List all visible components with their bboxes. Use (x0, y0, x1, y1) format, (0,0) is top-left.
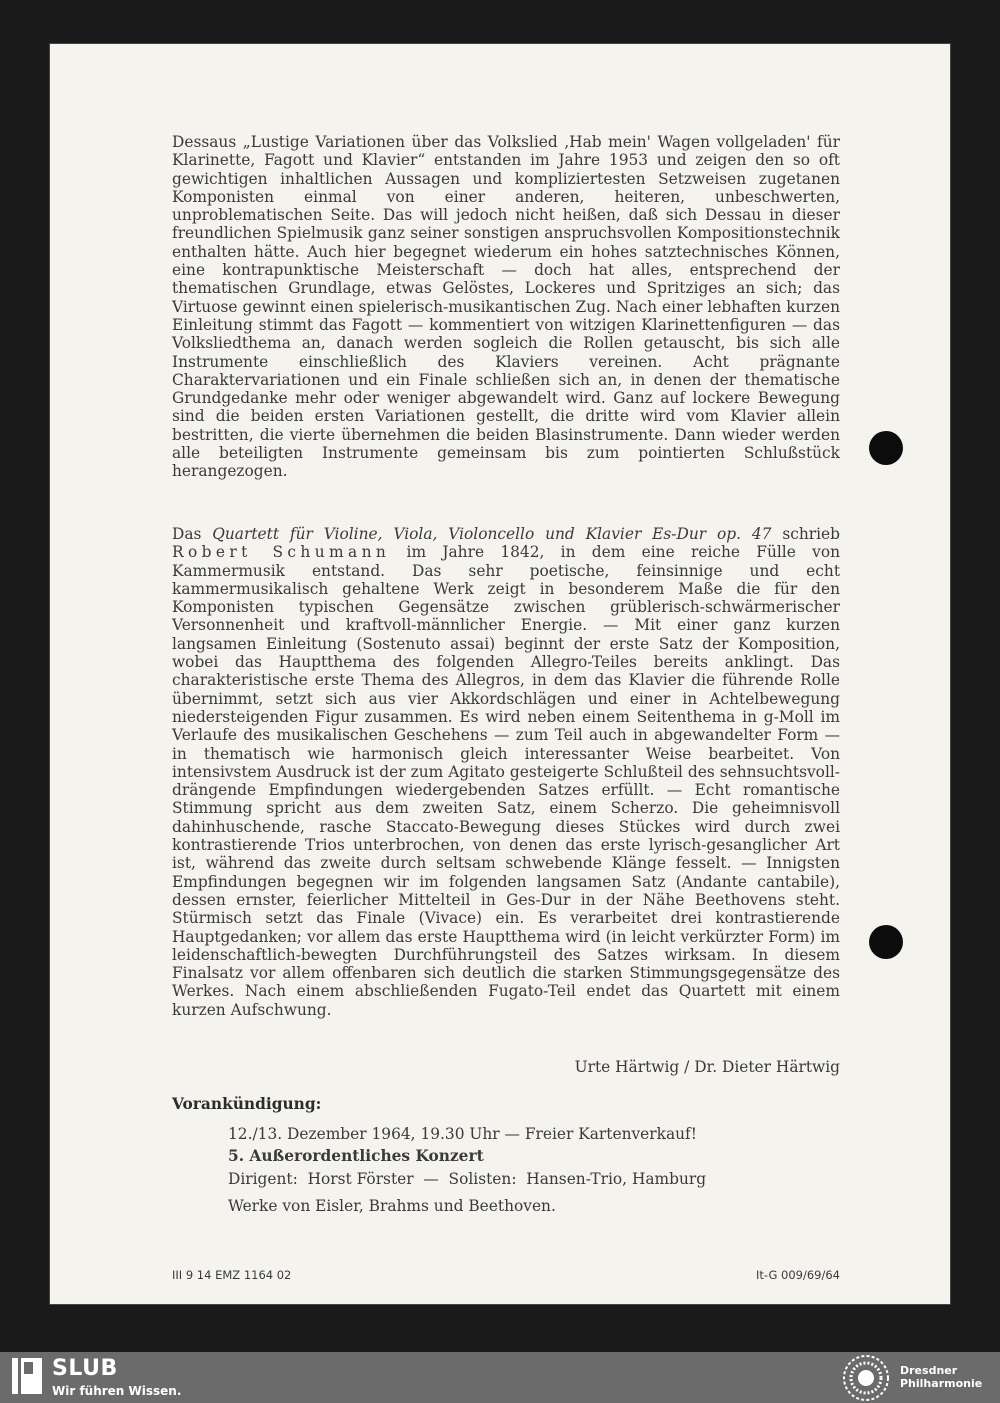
paragraph-dessau: Dessaus „Lustige Variationen über das Volkslied ‚Hab mein' Wagen vollgeladen' für Klarinette, Fagott und Klavier“ entstanden im Jahre 1953 und zeigen den so oft gewichtigen inhaltlichen Aussagen und kompliziertesten Setzweisen zugetanen Komponisten einmal von einer anderen, heiteren, unbeschwerten, unproblematischen Seite. Das will jedoch nicht heißen, daß sich Dessau in dieser freundlichen Spielmusik ganz seiner sonstigen anspruchsvollen Kompositionstechnik enthalten hätte. Auch hier begegnet wiederum ein hohes satztechnisches Können, eine kontrapunktische Meisterschaft — doch hat alles, entsprechend der thematischen Grundlage, etwas Gelöstes, Lockeres und Spritziges an sich; das Virtuose gewinnt einen spielerisch-musikantischen Zug. Nach einer lebhaften kurzen Einleitung stimmt das Fagott — kommentiert von witzigen Klarinettenfiguren — das Volksliedthema an, danach werden sogleich die Rollen getauscht, bis sich alle Instrumente einschließlich des Klaviers vereinen. Acht prägnante Charaktervariationen und ein Finale schließen sich an, in denen der thematische Grundgedanke mehr oder weniger abgewandelt wird. Ganz auf lockere Bewegung sind die beiden ersten Variationen gestellt, die dritte wird vom Klavier allein bestritten, die vierte übernehmen die beiden Blasinstrumente. Dann wieder werden alle beteiligten Instrumente gemeinsam bis zum pointierten Schlußstück herangezogen. (172, 133, 840, 481)
paragraph-schumann-mid: schrieb (771, 525, 840, 543)
dresdner-philharmonie-logo-icon[interactable] (842, 1354, 890, 1402)
punch-hole (869, 925, 903, 959)
paragraph-schumann-body: im Jahre 1842, in dem eine reiche Fülle von Kammermusik entstand. Das sehr poetische, feinsinnige und echt kammermusikalisch gehaltene Werk zeigt in besonderem Maße die für den Komponisten typischen Gegensätze zwischen grüblerisch-schwärmerischer Versonnenheit und kraftvoll-männlicher Energie. — Mit einer ganz kurzen langsamen Einleitung (Sostenuto assai) beginnt der erste Satz der Komposition, wobei das Hauptthema des folgenden Allegro-Teiles bereits anklingt. Das charakteristische erste Thema des Allegros, in dem das Klavier die führende Rolle übernimmt, setzt sich aus vier Akkordschlägen und einer in Achtelbewegung niedersteigenden Figur zusammen. Es wird neben einem Seitenthema in g-Moll im Verlaufe des musikalischen Geschehens — zum Teil auch in abgewandelter Form — in thematisch wie harmonisch gleich interessanter Weise bearbeitet. Von intensivstem Ausdruck ist der zum Agitato gesteigerte Schlußteil des sehnsuchtsvoll-drängende Empfindungen wiedergebenden Satzes erfüllt. — Echt romantische Stimmung spricht aus dem zweiten Satz, einem Scherzo. Die geheimnisvoll dahinhuschende, rasche Staccato-Bewegung dieses Stückes wird durch zwei kontrastierende Trios unterbrochen, von denen das erste lyrisch-gesanglicher Art ist, während das zweite durch seltsam schwebende Klänge fesselt. — Innigsten Empfindungen begegnen wir im folgenden langsamen Satz (Andante cantabile), dessen ernster, feierlicher Mittelteil in Ges-Dur in der Nähe Beethovens steht. Stürmisch setzt das Finale (Vivace) ein. Es verarbeitet drei kontrastierende Hauptgedanken; vor allem das erste Hauptthema wird (in leicht verkürzter Form) im leidenschaftlich-bewegten Durchführungsteil des Satzes wirksam. In diesem Finalsatz vor allem offenbaren sich deutlich die starken Stimmungsgegensätze des Werkes. Nach einem abschließenden Fugato-Teil endet das Quartett mit einem kurzen Aufschwung. (172, 543, 840, 1019)
announcement-concert: 5. Außerordentliches Konzert (228, 1147, 484, 1165)
announcement-works: Werke von Eisler, Brahms und Beethoven. (228, 1197, 556, 1215)
print-code-left: III 9 14 EMZ 1164 02 (172, 1268, 292, 1282)
announcement-heading: Vorankündigung: (172, 1095, 322, 1113)
composer-name: Robert Schumann (172, 543, 391, 562)
document-page (50, 44, 950, 1304)
paragraph-schumann (172, 525, 840, 1019)
announcement-performers: Dirigent: Horst Förster — Solisten: Hansen-Trio, Hamburg (228, 1170, 707, 1188)
dp-name-line1: Dresdner (900, 1364, 958, 1377)
viewer-footer-bar (0, 1352, 1000, 1403)
dp-name-line2: Philharmonie (900, 1377, 983, 1390)
author-signature: Urte Härtwig / Dr. Dieter Härtwig (574, 1058, 840, 1076)
punch-hole (869, 431, 903, 465)
slub-logo-icon[interactable] (12, 1356, 42, 1396)
print-code-right: It-G 009/69/64 (755, 1268, 840, 1282)
paragraph-schumann-lead: Das (172, 525, 213, 543)
work-title: Quartett für Violine, Viola, Violoncello und Klavier Es-Dur op. 47 (212, 525, 772, 543)
announcement-date: 12./13. Dezember 1964, 19.30 Uhr — Freier Kartenverkauf! (228, 1125, 697, 1143)
slub-name[interactable]: SLUB (52, 1356, 118, 1381)
slub-tagline: Wir führen Wissen. (52, 1384, 182, 1398)
